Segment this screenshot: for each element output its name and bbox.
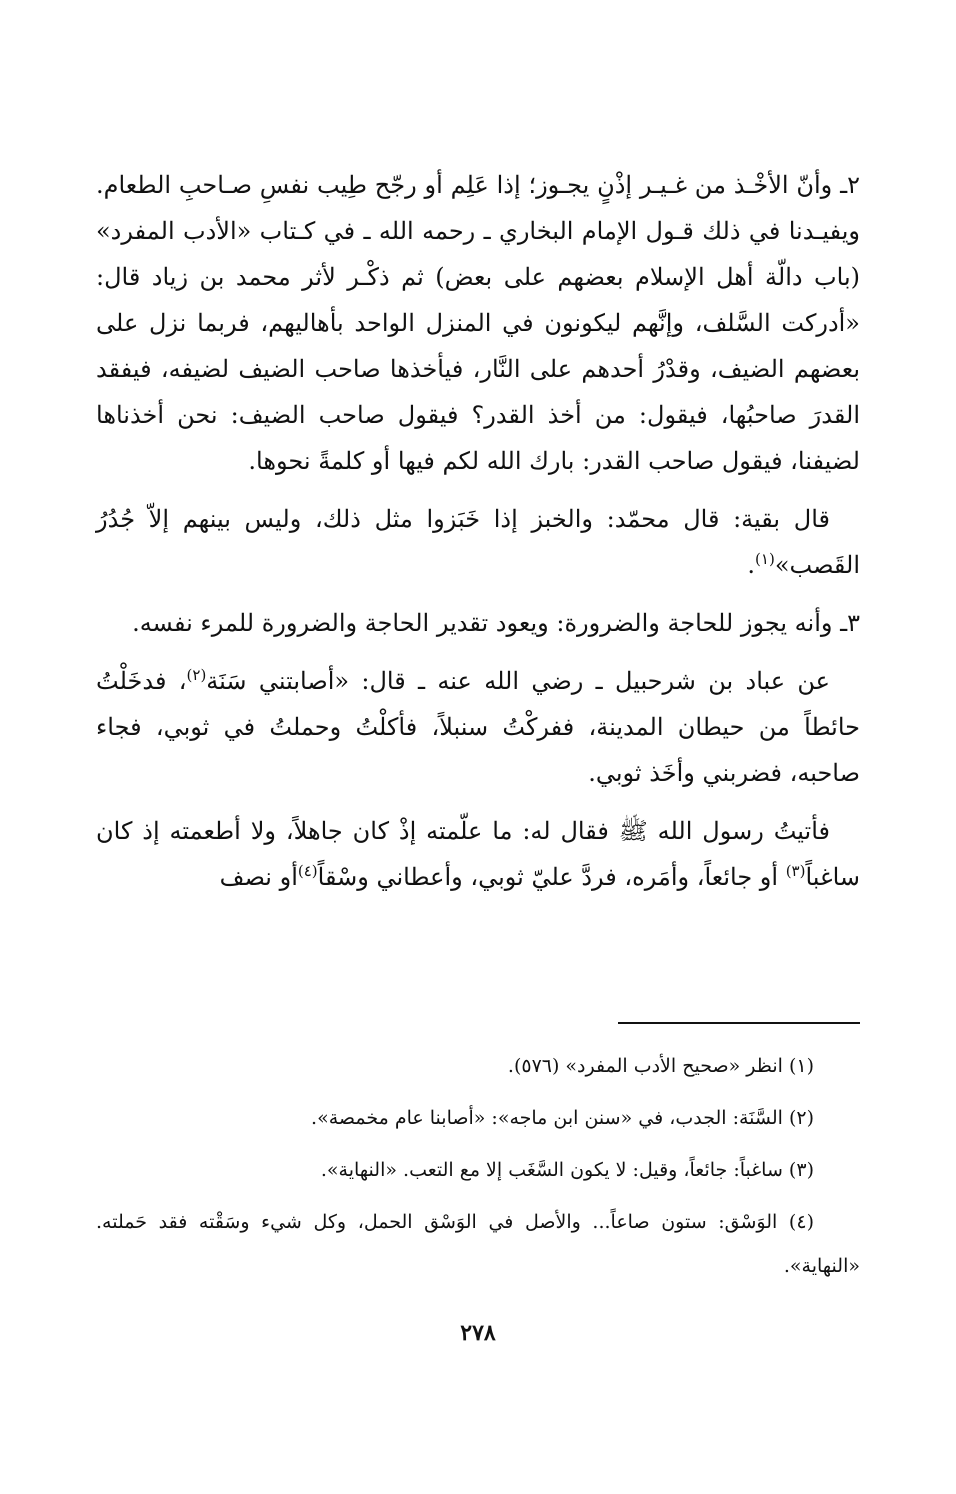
paragraph-5-part-c: أو نصف <box>219 863 298 891</box>
footnote-3: (٣) ساغباً: جائعاً، وقيل: لا يكون السَّغَب إلا مع التعب. «النهاية». <box>320 1159 814 1181</box>
paragraph-2 <box>96 496 860 588</box>
paragraph-4-part-b: ، فدخَلْتُ حائطاً من حيطان المدينة، ففركْتُ سنبلاً، فأكلْتُ وحملتُ في ثوبي، فجاء صاحبه، فضربني وأخَذ ثوبي. <box>96 667 860 787</box>
footnote-ref-3: (٣) <box>785 862 806 880</box>
paragraph-4-part-a: عن عباد بن شرحبيل ـ رضي الله عنه ـ قال: «أصابتني سَنَة <box>206 667 830 695</box>
footnote-ref-4: (٤) <box>297 862 318 880</box>
paragraph-3: ٣ـ وأنه يجوز للحاجة والضرورة: ويعود تقدير الحاجة والضرورة للمرء نفسه. <box>132 609 860 637</box>
footnote-2: (٢) السَّنَة: الجدب، في «سنن ابن ماجه»: «أصابنا عام مخمصة». <box>311 1107 814 1129</box>
paragraph-1: ٢ـ وأنّ الأخْـذ من غـيـر إذْنٍ يجـوز؛ إذا عَلِم أو رجّح طِيب نفسِ صـاحبِ الطعام. ويفيـدنا في ذلك قـول الإمام البخاري ـ رحمه الله ـ في كـتاب «الأدب المفرد» (باب دالّة أهل الإسلام بعضهم على بعض) ثم ذكْـر لأثر محمد بن زياد قال: «أدركت السَّلف، وإنَّهم ليكونون في المنزل الواحد بأهاليهم، فربما نزل على بعضهم الضيف، وقدْرُ أحدهم على النَّار، فيأخذها صاحب الضيف لضيفه، فيفقد القدرَ صاحبُها، فيقول: من أخذ القدر؟ فيقول صاحب الضيف: نحن أخذناها لضيفنا، فيقول صاحب القدر: بارك الله لكم فيها أو كلمةً نحوها. <box>96 171 861 475</box>
paragraph-2-end: . <box>747 551 756 579</box>
paragraph-5-part-b: أو جائعاً، وأمَره، فردَّ عليّ ثوبي، وأعطاني وسْقاً <box>317 863 786 891</box>
paragraph-2-text: قال بقية: قال محمّد: والخبز إذا خَبَزوا مثل ذلك، وليس بينهم إلاّ جُدُرُ القَصب» <box>96 505 860 579</box>
main-text <box>96 162 860 912</box>
footnote-divider <box>618 1022 860 1024</box>
paragraph-5 <box>96 808 860 900</box>
page-number: ٢٧٨ <box>460 1320 496 1346</box>
paragraph-5-part-a: فأتيتُ رسول الله ﷺ فقال له: ما علّمته إذْ كان جاهلاً، ولا أطعمته إذ كان ساغباً <box>96 817 860 891</box>
footnote-1: (١) انظر «صحيح الأدب المفرد» (٥٧٦). <box>507 1055 814 1077</box>
footnotes <box>96 1044 860 1296</box>
footnote-4: (٤) الوَسْق: ستون صاعاً... والأصل في الوَسْق الحمل، وكل شيء وسَقْته فقد حَملته. «النهاية». <box>96 1211 860 1277</box>
footnote-ref-2: (٢) <box>186 666 207 684</box>
footnote-ref-1: (١) <box>755 550 775 568</box>
paragraph-4 <box>96 658 860 796</box>
